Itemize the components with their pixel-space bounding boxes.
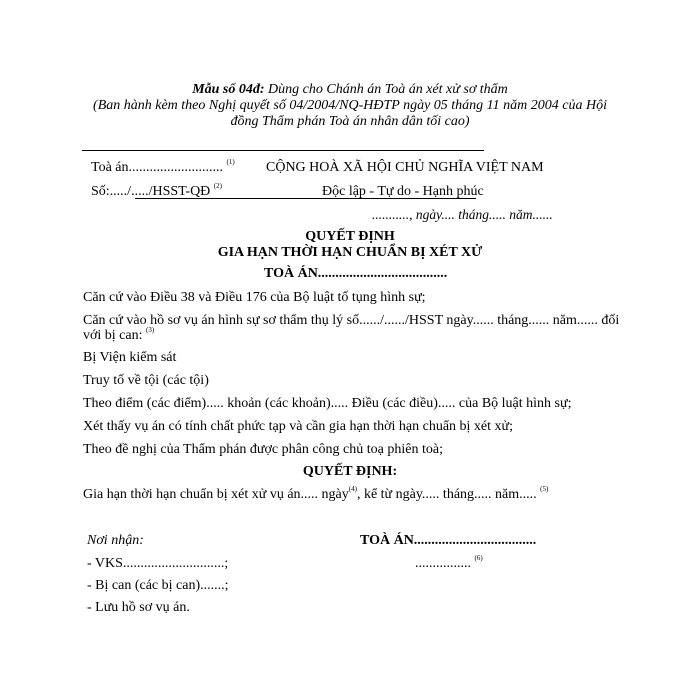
document-title: QUYẾT ĐỊNH bbox=[305, 229, 395, 244]
proposal-line: Theo đề nghị của Thẩm phán được phân công chủ toạ phiên toà; bbox=[83, 442, 443, 457]
motto-underline bbox=[322, 198, 476, 199]
defendant-note: (3) bbox=[146, 326, 155, 334]
decision-heading: QUYẾT ĐỊNH: bbox=[302, 464, 398, 479]
complexity-line: Xét thấy vụ án có tính chất phức tạp và cần gia hạn thời hạn chuẩn bị xét xử; bbox=[83, 419, 514, 434]
form-label: Mẫu số 04đ: bbox=[192, 82, 265, 97]
place-date-line: ..........., ngày.... tháng..... năm...... bbox=[372, 207, 553, 222]
signer-line bbox=[415, 556, 483, 572]
country-name: CỘNG HOÀ XÃ HỘI CHỦ NGHĨA VIỆT NAM bbox=[266, 160, 544, 175]
recipient-defendants: - Bị can (các bị can).......; bbox=[87, 578, 229, 593]
decision-number: Số:...../...../HSST-QĐ bbox=[91, 184, 211, 199]
issuing-court: TOÀ ÁN..................................... bbox=[264, 266, 448, 281]
header-divider bbox=[82, 150, 484, 151]
signer-name: ................ bbox=[415, 556, 471, 571]
decision-number-note: (2) bbox=[213, 182, 222, 190]
document-subtitle: GIA HẠN THỜI HẠN CHUẨN BỊ XÉT XỬ bbox=[217, 245, 483, 260]
court-name: Toà án........................... bbox=[91, 160, 224, 175]
court-name-line bbox=[91, 160, 235, 176]
decision-text-part-2: , kể từ ngày..... tháng..... năm..... bbox=[356, 487, 537, 502]
decision-text-part-1: Gia hạn thời hạn chuẩn bị xét xử vụ án..... ngày bbox=[83, 487, 349, 502]
national-motto: Độc lập - Tự do - Hạnh phúc bbox=[322, 184, 484, 199]
procuracy-line: Bị Viện kiểm sát bbox=[83, 350, 177, 365]
law-article-line: Theo điểm (các điểm)..... khoản (các khoản)..... Điều (các điều)..... của Bộ luật hình sự; bbox=[83, 396, 572, 411]
recipient-procuracy: - VKS.............................; bbox=[87, 556, 229, 571]
form-description: Dùng cho Chánh án Toà án xét xử sơ thẩm bbox=[264, 82, 508, 97]
basis-paragraph-2: Căn cứ vào hồ sơ vụ án hình sự sơ thẩm thụ lý số....../....../HSST ngày...... tháng...... năm...... đối bbox=[83, 313, 620, 328]
issued-by-line-1: (Ban hành kèm theo Nghị quyết số 04/2004/NQ-HĐTP ngày 05 tháng 11 năm 2004 của Hội bbox=[93, 98, 607, 113]
decision-text bbox=[83, 487, 548, 503]
decision-note-5: (5) bbox=[540, 485, 549, 493]
number-underline bbox=[135, 198, 331, 199]
charge-line: Truy tố về tội (các tội) bbox=[83, 373, 209, 388]
signing-court: TOÀ ÁN................................... bbox=[360, 533, 537, 548]
form-header-line bbox=[0, 82, 700, 98]
court-note: (1) bbox=[226, 158, 235, 166]
defendant-label: với bị can: bbox=[83, 328, 143, 343]
recipients-label: Nơi nhận: bbox=[87, 533, 144, 548]
signer-note: (6) bbox=[474, 554, 483, 562]
basis-paragraph-2-cont bbox=[83, 328, 154, 344]
decision-note-4: (4) bbox=[348, 485, 357, 493]
recipient-archive: - Lưu hồ sơ vụ án. bbox=[87, 600, 190, 615]
issued-by-line-2: đồng Thẩm phán Toà án nhân dân tối cao) bbox=[230, 114, 470, 129]
basis-paragraph-1: Căn cứ vào Điều 38 và Điều 176 của Bộ luật tố tụng hình sự; bbox=[83, 290, 426, 305]
